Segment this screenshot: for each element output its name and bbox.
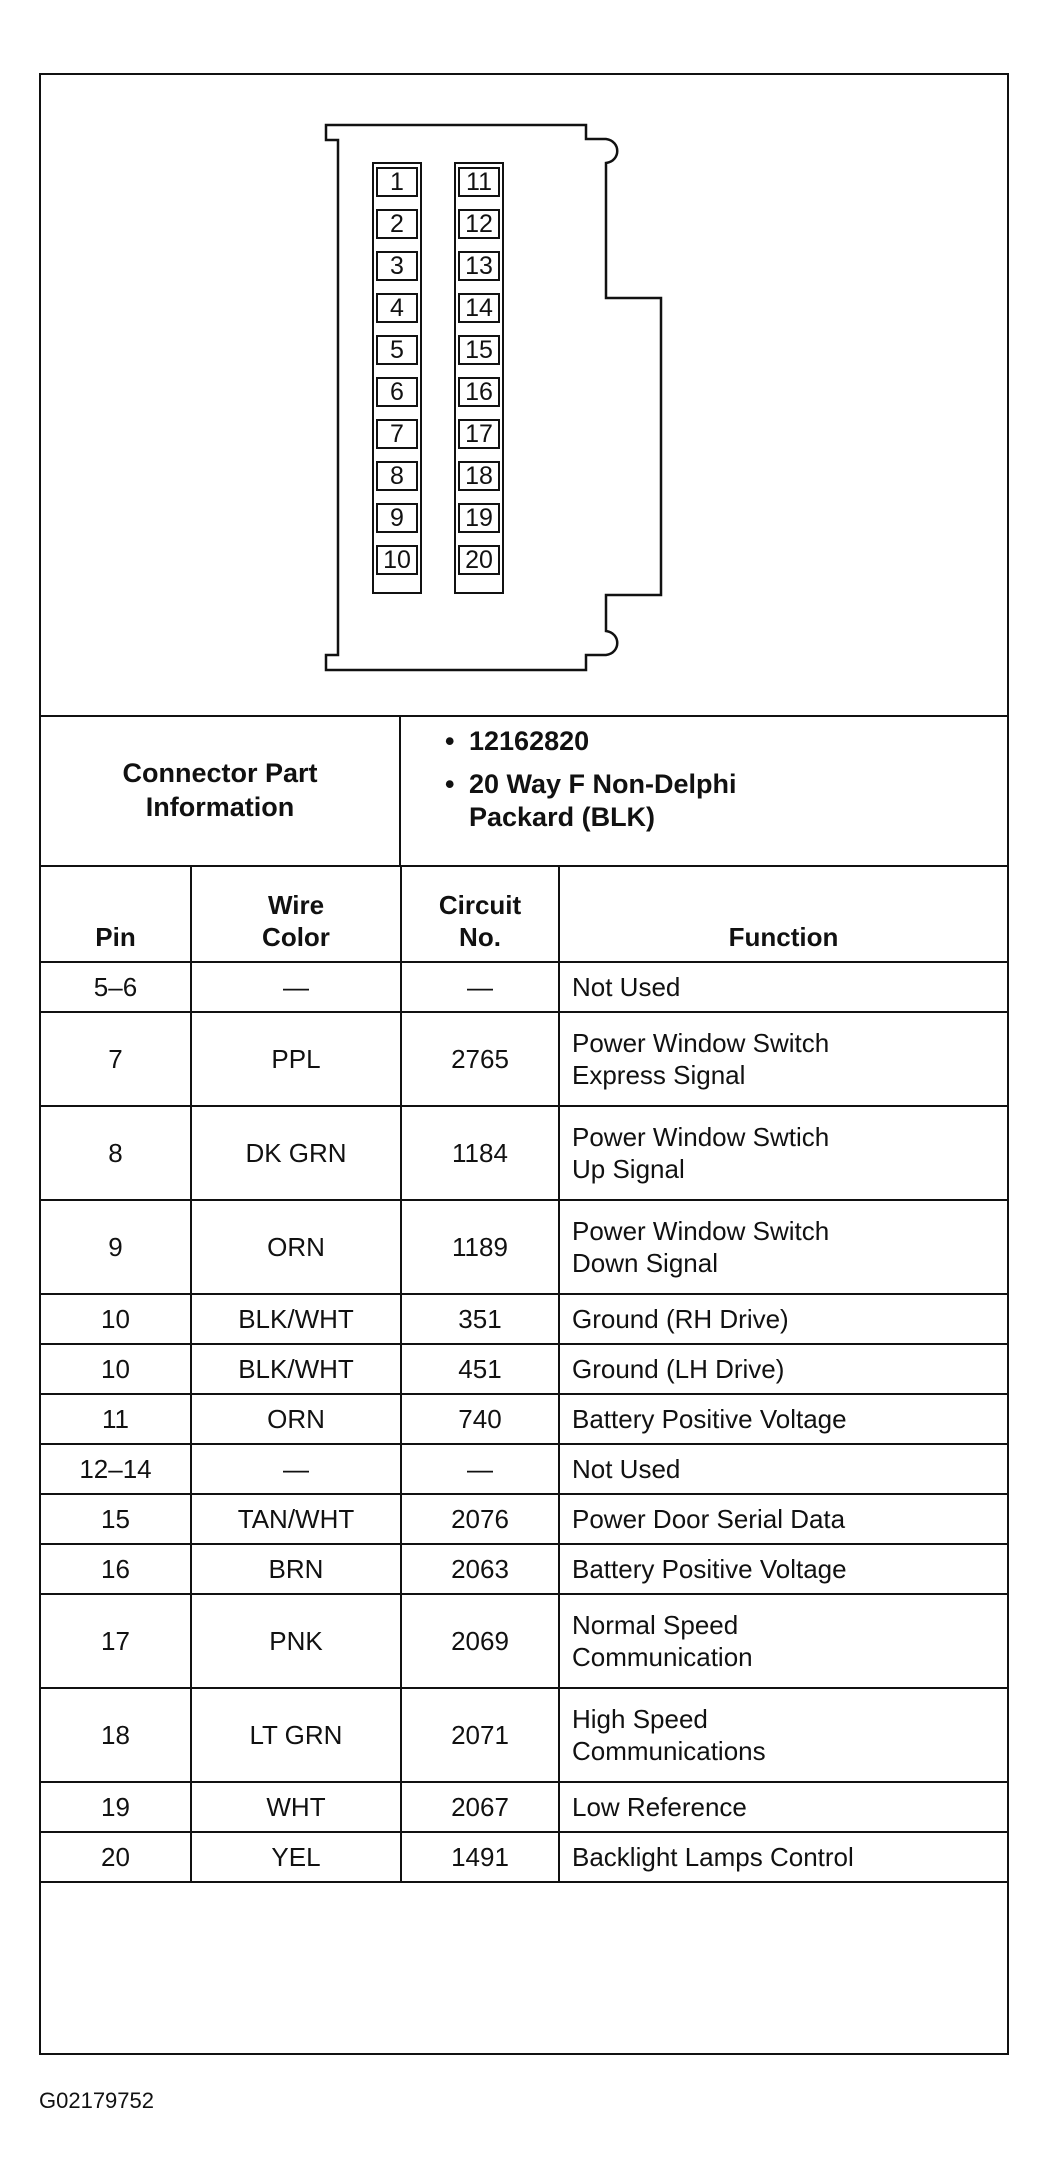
table-row — [41, 1494, 1007, 1544]
cell-pin: 20 — [41, 1832, 191, 1882]
cell-pin: 15 — [41, 1494, 191, 1544]
table-row — [41, 1106, 1007, 1200]
cell-pin: 10 — [41, 1294, 191, 1344]
cell-circuit-no: 451 — [401, 1344, 559, 1394]
cell-pin: 10 — [41, 1344, 191, 1394]
cell-wire-color: ORN — [191, 1200, 401, 1294]
header-circuit-no — [401, 865, 559, 962]
figure-code: G02179752 — [39, 2088, 154, 2113]
function-line1: Ground (LH Drive) — [572, 1354, 785, 1384]
connector-pin-cavity: 13 — [458, 251, 500, 281]
cell-wire-color: — — [191, 962, 401, 1012]
header-circuit-line1: Circuit — [438, 890, 522, 920]
function-line1: Normal Speed — [572, 1610, 739, 1640]
cell-pin: 8 — [41, 1106, 191, 1200]
cell-wire-color: — — [191, 1444, 401, 1494]
cell-wire-color: TAN/WHT — [191, 1494, 401, 1544]
function-line1: Power Door Serial Data — [572, 1504, 846, 1534]
cell-function — [559, 962, 1007, 1012]
part-number: 12162820 — [469, 726, 590, 756]
cell-pin: 17 — [41, 1594, 191, 1688]
table-row — [41, 1294, 1007, 1344]
function-line1: Power Window Switch — [572, 1216, 830, 1246]
cell-function — [559, 1544, 1007, 1594]
cell-pin: 9 — [41, 1200, 191, 1294]
cell-wire-color: BLK/WHT — [191, 1294, 401, 1344]
table-row — [41, 962, 1007, 1012]
table-row — [41, 1394, 1007, 1444]
table-row — [41, 1444, 1007, 1494]
connector-pin-cavity: 4 — [376, 293, 418, 323]
connector-pin-cavity: 2 — [376, 209, 418, 239]
header-wire-color-line2: Color — [262, 922, 330, 952]
function-line1: Battery Positive Voltage — [572, 1554, 847, 1584]
connector-description-line2: Packard (BLK) — [469, 802, 656, 832]
connector-end-view-sheet — [39, 73, 1009, 2055]
header-circuit-line2: No. — [459, 922, 501, 952]
function-line1: Not Used — [572, 972, 681, 1002]
cell-circuit-no: 2076 — [401, 1494, 559, 1544]
function-line1: Power Window Switch — [572, 1028, 830, 1058]
cell-circuit-no: 1189 — [401, 1200, 559, 1294]
cell-function — [559, 1394, 1007, 1444]
cell-wire-color: YEL — [191, 1832, 401, 1882]
header-wire-color — [191, 865, 401, 962]
cell-wire-color: BLK/WHT — [191, 1344, 401, 1394]
table-row — [41, 1832, 1007, 1882]
function-line1: Battery Positive Voltage — [572, 1404, 847, 1434]
function-line2: Down Signal — [572, 1248, 718, 1278]
pin-table-area — [41, 865, 1007, 1883]
connector-pin-cavity: 15 — [458, 335, 500, 365]
bullet-icon: • — [445, 769, 455, 799]
connector-part-information-label — [41, 715, 401, 865]
cell-function — [559, 1782, 1007, 1832]
function-line2: Express Signal — [572, 1060, 746, 1090]
cell-circuit-no: 2069 — [401, 1594, 559, 1688]
cell-pin: 12–14 — [41, 1444, 191, 1494]
cell-circuit-no: 1184 — [401, 1106, 559, 1200]
cell-circuit-no: 2063 — [401, 1544, 559, 1594]
bullet-icon: • — [445, 726, 455, 756]
table-row — [41, 1344, 1007, 1394]
cell-function — [559, 1106, 1007, 1200]
cell-wire-color: LT GRN — [191, 1688, 401, 1782]
connector-pin-cavity: 9 — [376, 503, 418, 533]
function-line1: Backlight Lamps Control — [572, 1842, 854, 1872]
function-line2: Communications — [572, 1736, 766, 1766]
cell-pin: 18 — [41, 1688, 191, 1782]
cell-function — [559, 1594, 1007, 1688]
connector-pin-cavity: 16 — [458, 377, 500, 407]
cell-circuit-no: — — [401, 1444, 559, 1494]
connector-pin-cavity: 3 — [376, 251, 418, 281]
pin-table-header-row — [41, 865, 1007, 962]
cell-pin: 11 — [41, 1394, 191, 1444]
connector-pin-cavity: 7 — [376, 419, 418, 449]
cell-wire-color: WHT — [191, 1782, 401, 1832]
cell-function — [559, 1294, 1007, 1344]
cell-pin: 16 — [41, 1544, 191, 1594]
table-row — [41, 1544, 1007, 1594]
cell-function — [559, 1832, 1007, 1882]
cell-circuit-no: 740 — [401, 1394, 559, 1444]
function-line1: Low Reference — [572, 1792, 747, 1822]
cell-pin: 5–6 — [41, 962, 191, 1012]
cell-circuit-no: 1491 — [401, 1832, 559, 1882]
function-line2: Communication — [572, 1642, 753, 1672]
function-line2: Up Signal — [572, 1154, 685, 1184]
function-line1: Power Window Swtich — [572, 1122, 830, 1152]
cell-circuit-no: 2765 — [401, 1012, 559, 1106]
cell-circuit-no: — — [401, 962, 559, 1012]
connector-pin-cavity: 17 — [458, 419, 500, 449]
cell-wire-color: PNK — [191, 1594, 401, 1688]
connector-description-line — [445, 768, 1007, 834]
cell-function — [559, 1344, 1007, 1394]
table-row — [41, 1012, 1007, 1106]
info-label-line2: Information — [145, 792, 295, 822]
part-number-line — [445, 725, 1007, 758]
table-row — [41, 1200, 1007, 1294]
cell-circuit-no: 2067 — [401, 1782, 559, 1832]
connector-pin-cavity: 12 — [458, 209, 500, 239]
function-line1: Not Used — [572, 1454, 681, 1484]
header-wire-color-line1: Wire — [267, 890, 325, 920]
cell-function — [559, 1494, 1007, 1544]
header-pin: Pin — [41, 865, 191, 962]
info-label-line1: Connector Part — [122, 758, 318, 788]
function-line1: Ground (RH Drive) — [572, 1304, 789, 1334]
table-row — [41, 1782, 1007, 1832]
connector-pin-cavity: 19 — [458, 503, 500, 533]
connector-pin-cavity: 10 — [376, 545, 418, 575]
connector-pin-cavity: 11 — [458, 167, 500, 197]
pin-table — [41, 865, 1007, 1883]
cell-function — [559, 1200, 1007, 1294]
header-function: Function — [559, 865, 1007, 962]
connector-pin-cavity: 8 — [376, 461, 418, 491]
cell-wire-color: BRN — [191, 1544, 401, 1594]
connector-part-information-row — [41, 715, 1007, 867]
function-line1: High Speed — [572, 1704, 708, 1734]
cell-function — [559, 1688, 1007, 1782]
cell-wire-color: ORN — [191, 1394, 401, 1444]
connector-pin-cavity: 18 — [458, 461, 500, 491]
cell-function — [559, 1444, 1007, 1494]
connector-housing-outline — [41, 75, 1007, 715]
cell-wire-color: DK GRN — [191, 1106, 401, 1200]
connector-face-diagram — [41, 75, 1007, 717]
cell-pin: 19 — [41, 1782, 191, 1832]
cell-function — [559, 1012, 1007, 1106]
connector-pin-cavity: 14 — [458, 293, 500, 323]
table-row — [41, 1594, 1007, 1688]
connector-description-line1: 20 Way F Non-Delphi — [469, 769, 737, 799]
connector-pin-cavity: 20 — [458, 545, 500, 575]
pin-table-body — [41, 962, 1007, 1882]
table-row — [41, 1688, 1007, 1782]
cell-circuit-no: 351 — [401, 1294, 559, 1344]
cell-wire-color: PPL — [191, 1012, 401, 1106]
cell-pin: 7 — [41, 1012, 191, 1106]
connector-pin-cavity: 5 — [376, 335, 418, 365]
connector-part-information-values — [401, 715, 1007, 865]
connector-pin-cavity: 1 — [376, 167, 418, 197]
cell-circuit-no: 2071 — [401, 1688, 559, 1782]
connector-pin-cavity: 6 — [376, 377, 418, 407]
